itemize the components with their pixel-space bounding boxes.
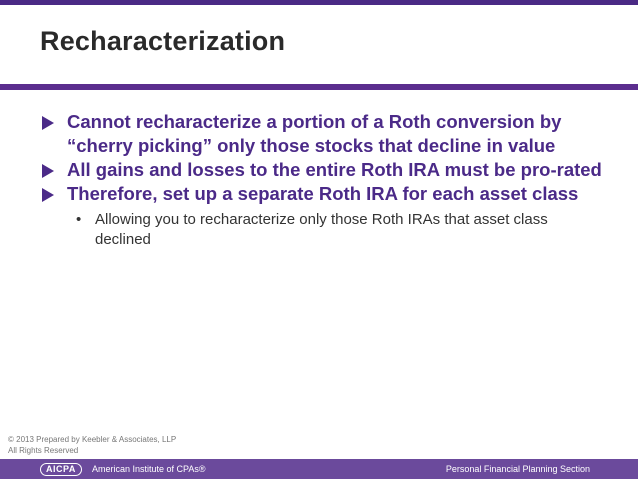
footer-section: Personal Financial Planning Section [445, 464, 590, 474]
bullet-item-2 [40, 158, 620, 182]
triangle-right-icon [42, 188, 54, 202]
copyright-notice [8, 434, 176, 456]
sub-bullet-text-1: Allowing you to recharacterize only those Roth IRAs that asset class declined [95, 211, 548, 248]
sub-bullet-dot: • [76, 211, 82, 228]
bullet-text-2: All gains and losses to the entire Roth IRA must be pro-rated [67, 159, 602, 180]
slide-title: Recharacterization [40, 26, 286, 56]
bullet-text-3: Therefore, set up a separate Roth IRA for each asset class [67, 183, 579, 204]
triangle-right-icon [42, 116, 54, 130]
bullet-text-1: Cannot recharacterize a portion of a Roth conversion by “cherry picking” only those stocks that decline in value [67, 111, 562, 156]
aicpa-logo: AICPA [40, 463, 82, 476]
top-accent-bar [0, 0, 638, 5]
bullet-list [40, 110, 620, 250]
copyright-line-1: © 2013 Prepared by Keebler & Associates, LLP [8, 435, 177, 444]
sub-bullet-item-1 [40, 210, 575, 250]
footer-bar [0, 459, 638, 479]
copyright-line-2: All Rights Reserved [8, 446, 79, 455]
bullet-item-1 [40, 110, 620, 158]
title-divider [0, 84, 638, 90]
triangle-right-icon [42, 164, 54, 178]
footer-organization: American Institute of CPAs® [92, 464, 206, 474]
bullet-item-3 [40, 182, 620, 206]
